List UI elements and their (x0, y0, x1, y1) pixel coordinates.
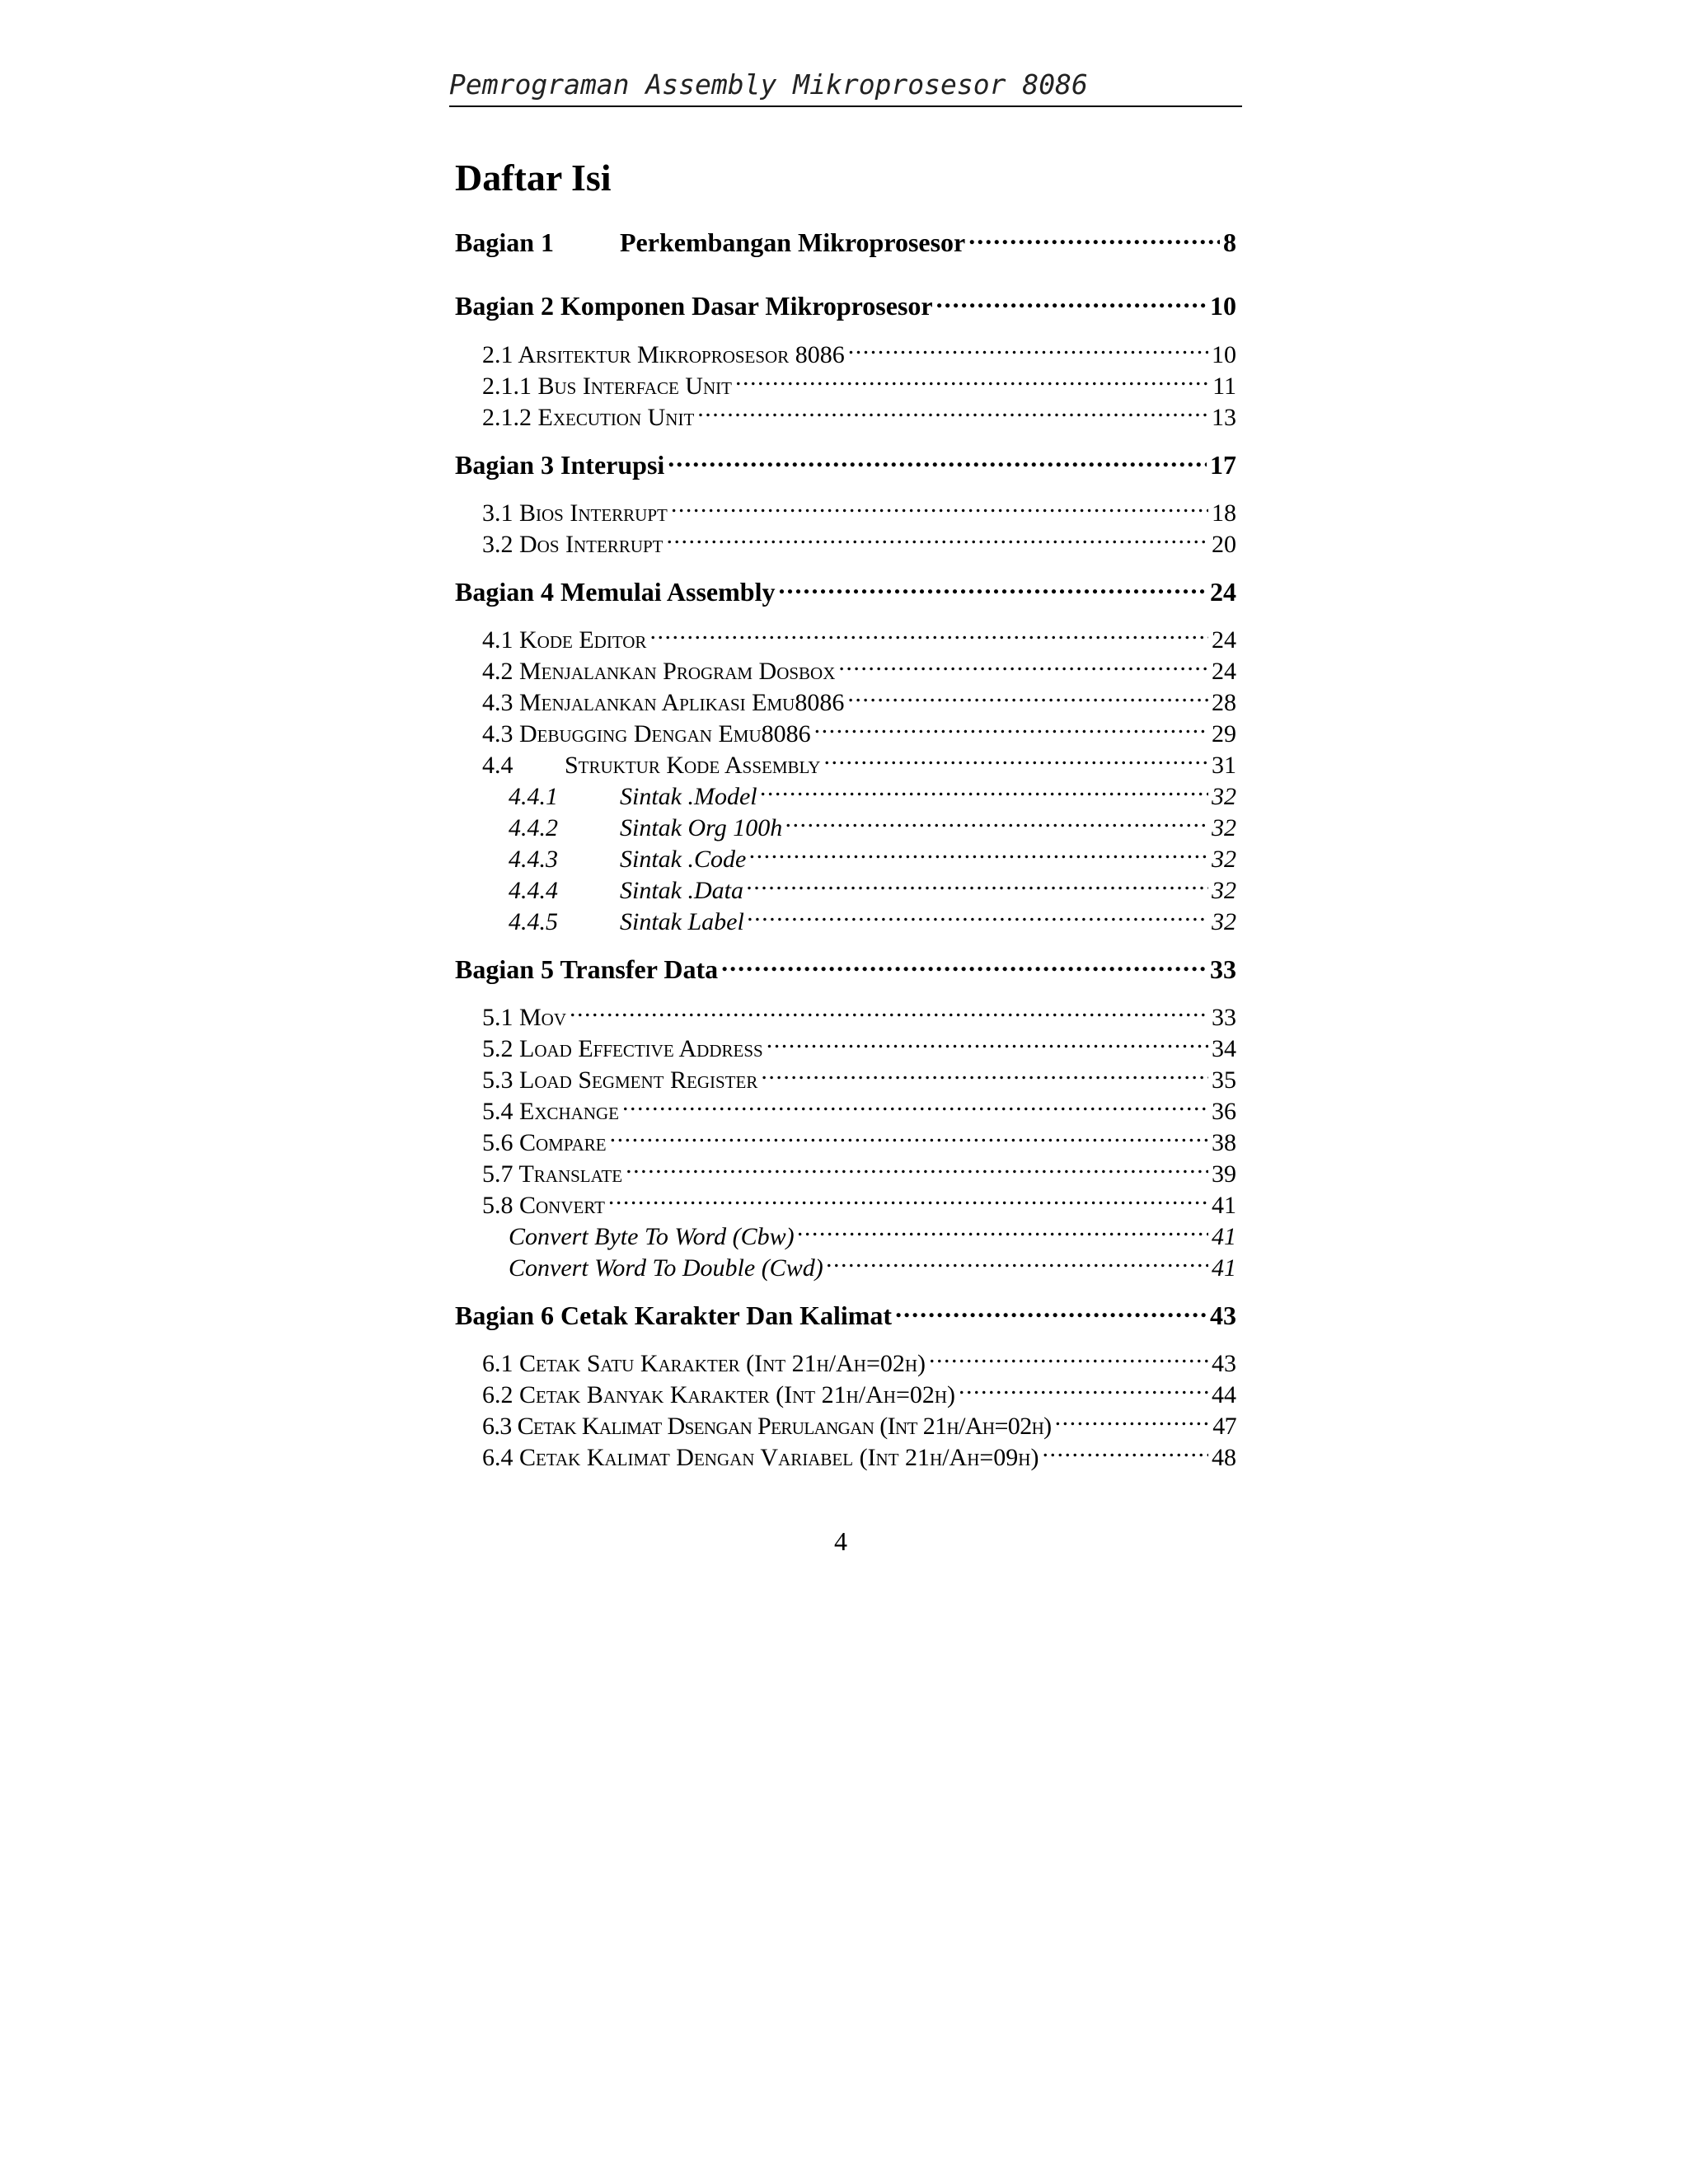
dot-leader (823, 740, 1208, 773)
toc-entry-page: 20 (1212, 531, 1236, 558)
toc-entry-label: Sintak .Data (620, 877, 743, 904)
toc-entry-5-2[interactable] (482, 1024, 1236, 1062)
toc-entry-page: 29 (1212, 720, 1236, 748)
toc-entry-label: 6.3 Cetak Kalimat Dsengan Perulangan (Int 21h/Ah=02h) (482, 1413, 1052, 1440)
toc-entry-page: 24 (1212, 658, 1236, 685)
toc-entry-label: 5.8 Convert (482, 1192, 605, 1219)
dot-leader (649, 615, 1208, 648)
toc-entry-label: 5.1 Mov (482, 1004, 567, 1031)
toc-entry-page: 41 (1212, 1254, 1236, 1282)
toc-entry-part-4[interactable] (455, 568, 1236, 607)
toc-entry-page: 43 (1210, 1301, 1236, 1330)
dot-leader (748, 897, 1208, 930)
toc-entry-page: 32 (1212, 814, 1236, 841)
dot-leader (814, 709, 1208, 742)
dot-leader (767, 1024, 1208, 1057)
toc-entry-page: 43 (1212, 1350, 1236, 1377)
toc-entry-3-1[interactable] (482, 488, 1236, 527)
toc-entry-label: 5.3 Load Segment Register (482, 1066, 758, 1094)
dot-leader (847, 677, 1208, 710)
toc-entry-label: Bagian 3 Interupsi (455, 450, 665, 480)
toc-entry-label: Sintak Org 100h (620, 814, 783, 841)
toc-entry-label: Bagian 2 Komponen Dasar Mikroprosesor (455, 291, 933, 321)
toc-entry-page: 35 (1212, 1066, 1236, 1094)
toc-entry-5-8[interactable] (482, 1180, 1236, 1219)
page-number: 4 (834, 1526, 847, 1556)
toc-entry-4-4-4[interactable] (509, 865, 1236, 904)
toc-entry-3-2[interactable] (482, 519, 1236, 558)
toc-entry-4-1[interactable] (482, 615, 1236, 654)
dot-leader (895, 1291, 1207, 1324)
toc-entry-4-3a[interactable] (482, 677, 1236, 716)
toc-entry-label: 3.1 Bios Interrupt (482, 499, 668, 527)
dot-leader (848, 330, 1208, 363)
dot-leader (626, 1149, 1208, 1182)
dot-leader (671, 488, 1208, 521)
toc-entry-page: 32 (1212, 846, 1236, 873)
toc-entry-6-4[interactable] (482, 1432, 1236, 1471)
dot-leader (1055, 1401, 1210, 1434)
toc-entry-5-3[interactable] (482, 1055, 1236, 1094)
toc-entry-label: 3.2 Dos Interrupt (482, 531, 663, 558)
dot-leader (761, 771, 1208, 804)
toc-entry-page: 41 (1212, 1223, 1236, 1250)
toc-entry-label: 4.3 Debugging Dengan Emu8086 (482, 720, 811, 748)
dot-leader (668, 441, 1207, 474)
dot-leader (570, 992, 1208, 1025)
dot-leader (1042, 1432, 1208, 1465)
toc-entry-2-1-2[interactable] (482, 392, 1236, 431)
toc-entry-6-3[interactable] (482, 1401, 1236, 1440)
toc-entry-part-5[interactable] (455, 945, 1236, 984)
toc-entry-number: 4.4.3 (509, 846, 558, 873)
dot-leader (697, 392, 1208, 425)
toc-title: Daftar Isi (455, 157, 612, 199)
toc-entry-page: 17 (1210, 450, 1236, 480)
toc-entry-page: 8 (1223, 227, 1236, 257)
toc-entry-label: 5.7 Translate (482, 1160, 623, 1188)
toc-entry-page: 41 (1212, 1192, 1236, 1219)
toc-entry-label: Struktur Kode Assembly (565, 752, 821, 779)
toc-entry-page: 11 (1212, 373, 1236, 400)
toc-entry-page: 38 (1212, 1129, 1236, 1156)
toc-entry-page: 24 (1212, 626, 1236, 654)
toc-entry-page: 24 (1210, 577, 1236, 607)
toc-entry-label: Perkembangan Mikroprosesor (620, 227, 966, 257)
toc-entry-label: Convert Word To Double (Cwd) (509, 1254, 823, 1282)
toc-entry-page: 32 (1212, 783, 1236, 810)
toc-entry-label: 4.1 Kode Editor (482, 626, 647, 654)
dot-leader (959, 1370, 1208, 1403)
toc-entry-page: 10 (1212, 341, 1236, 368)
toc-entry-number: 4.4 (482, 752, 513, 779)
toc-entry-2-1[interactable] (482, 330, 1236, 368)
toc-entry-4-4-2[interactable] (509, 803, 1236, 841)
toc-entry-page: 47 (1212, 1413, 1236, 1440)
toc-entry-part-1[interactable] (455, 218, 1236, 257)
toc-entry-label: Bagian 6 Cetak Karakter Dan Kalimat (455, 1301, 893, 1330)
toc-entry-label: Bagian 4 Memulai Assembly (455, 577, 776, 607)
toc-entry-label: Sintak Label (620, 908, 744, 935)
toc-entry-label: 6.4 Cetak Kalimat Dengan Variabel (Int 21h/Ah=09h) (482, 1444, 1039, 1471)
dot-leader (778, 568, 1207, 601)
toc-entry-label: Convert Byte To Word (Cbw) (509, 1223, 795, 1250)
dot-leader (749, 834, 1208, 867)
toc-entry-label: 5.4 Exchange (482, 1098, 619, 1125)
dot-leader (747, 865, 1208, 898)
toc-entry-page: 33 (1212, 1004, 1236, 1031)
toc-entry-4-4-5[interactable] (509, 897, 1236, 935)
toc-entry-4-3b[interactable] (482, 709, 1236, 748)
toc-entry-5-1[interactable] (482, 992, 1236, 1031)
toc-entry-page: 28 (1212, 689, 1236, 716)
toc-entry-page: 18 (1212, 499, 1236, 527)
dot-leader (827, 1243, 1208, 1276)
toc-entry-number: Bagian 1 (455, 227, 555, 257)
toc-entry-cbw[interactable] (509, 1212, 1236, 1250)
toc-entry-label: 2.1.1 Bus Interface Unit (482, 373, 732, 400)
dot-leader (968, 218, 1220, 251)
toc-entry-number: 4.4.5 (509, 908, 558, 935)
toc-entry-cwd[interactable] (509, 1243, 1236, 1282)
toc-entry-page: 44 (1212, 1381, 1236, 1408)
dot-leader (608, 1180, 1208, 1213)
dot-leader (929, 1338, 1208, 1371)
dot-leader (667, 519, 1208, 552)
toc-entry-4-2[interactable] (482, 646, 1236, 685)
toc-entry-page: 32 (1212, 908, 1236, 935)
toc-entry-label: 2.1 Arsitektur Mikroprosesor 8086 (482, 341, 845, 368)
toc-entry-label: 2.1.2 Execution Unit (482, 404, 695, 431)
dot-leader (785, 803, 1208, 836)
toc-entry-page: 33 (1210, 954, 1236, 984)
dot-leader (761, 1055, 1208, 1088)
dot-leader (838, 646, 1208, 679)
toc-entry-5-4[interactable] (482, 1086, 1236, 1125)
toc-entry-label: 5.6 Compare (482, 1129, 607, 1156)
toc-entry-label: Sintak .Code (620, 846, 747, 873)
toc-entry-page: 48 (1212, 1444, 1236, 1471)
dot-leader (798, 1212, 1208, 1244)
toc-entry-number: 4.4.1 (509, 783, 558, 810)
toc-entry-page: 39 (1212, 1160, 1236, 1188)
toc-entry-page: 10 (1210, 291, 1236, 321)
toc-entry-page: 36 (1212, 1098, 1236, 1125)
toc-entry-label: 5.2 Load Effective Address (482, 1035, 763, 1062)
toc-entry-label: 6.2 Cetak Banyak Karakter (Int 21h/Ah=02h) (482, 1381, 956, 1408)
toc-entry-5-6[interactable] (482, 1118, 1236, 1156)
toc-entry-6-2[interactable] (482, 1370, 1236, 1408)
toc-entry-part-6[interactable] (455, 1291, 1236, 1330)
toc-entry-4-4-3[interactable] (509, 834, 1236, 873)
toc-entry-page: 32 (1212, 877, 1236, 904)
toc-entry-part-3[interactable] (455, 441, 1236, 480)
toc-entry-label: 4.3 Menjalankan Aplikasi Emu8086 (482, 689, 845, 716)
toc-entry-label: 6.1 Cetak Satu Karakter (Int 21h/Ah=02h) (482, 1350, 926, 1377)
toc-entry-label: Sintak .Model (620, 783, 757, 810)
running-head: Pemrograman Assembly Mikroprosesor 8086 (449, 64, 1242, 107)
toc-entry-label: 4.2 Menjalankan Program Dosbox (482, 658, 836, 685)
toc-entry-page: 31 (1212, 752, 1236, 779)
toc-entry-label: Bagian 5 Transfer Data (455, 954, 719, 984)
toc-entry-2-1-1[interactable] (482, 361, 1236, 400)
toc-entry-4-4[interactable] (482, 740, 1236, 779)
dot-leader (936, 282, 1207, 315)
toc-entry-part-2[interactable] (455, 282, 1236, 321)
toc-entry-number: 4.4.4 (509, 877, 558, 904)
dot-leader (721, 945, 1207, 978)
toc-entry-page: 34 (1212, 1035, 1236, 1062)
dot-leader (610, 1118, 1208, 1151)
dot-leader (622, 1086, 1208, 1119)
toc-entry-page: 13 (1212, 404, 1236, 431)
toc-entry-6-1[interactable] (482, 1338, 1236, 1377)
toc-entry-number: 4.4.2 (509, 814, 558, 841)
toc-entry-4-4-1[interactable] (509, 771, 1236, 810)
dot-leader (735, 361, 1209, 394)
toc-entry-5-7[interactable] (482, 1149, 1236, 1188)
